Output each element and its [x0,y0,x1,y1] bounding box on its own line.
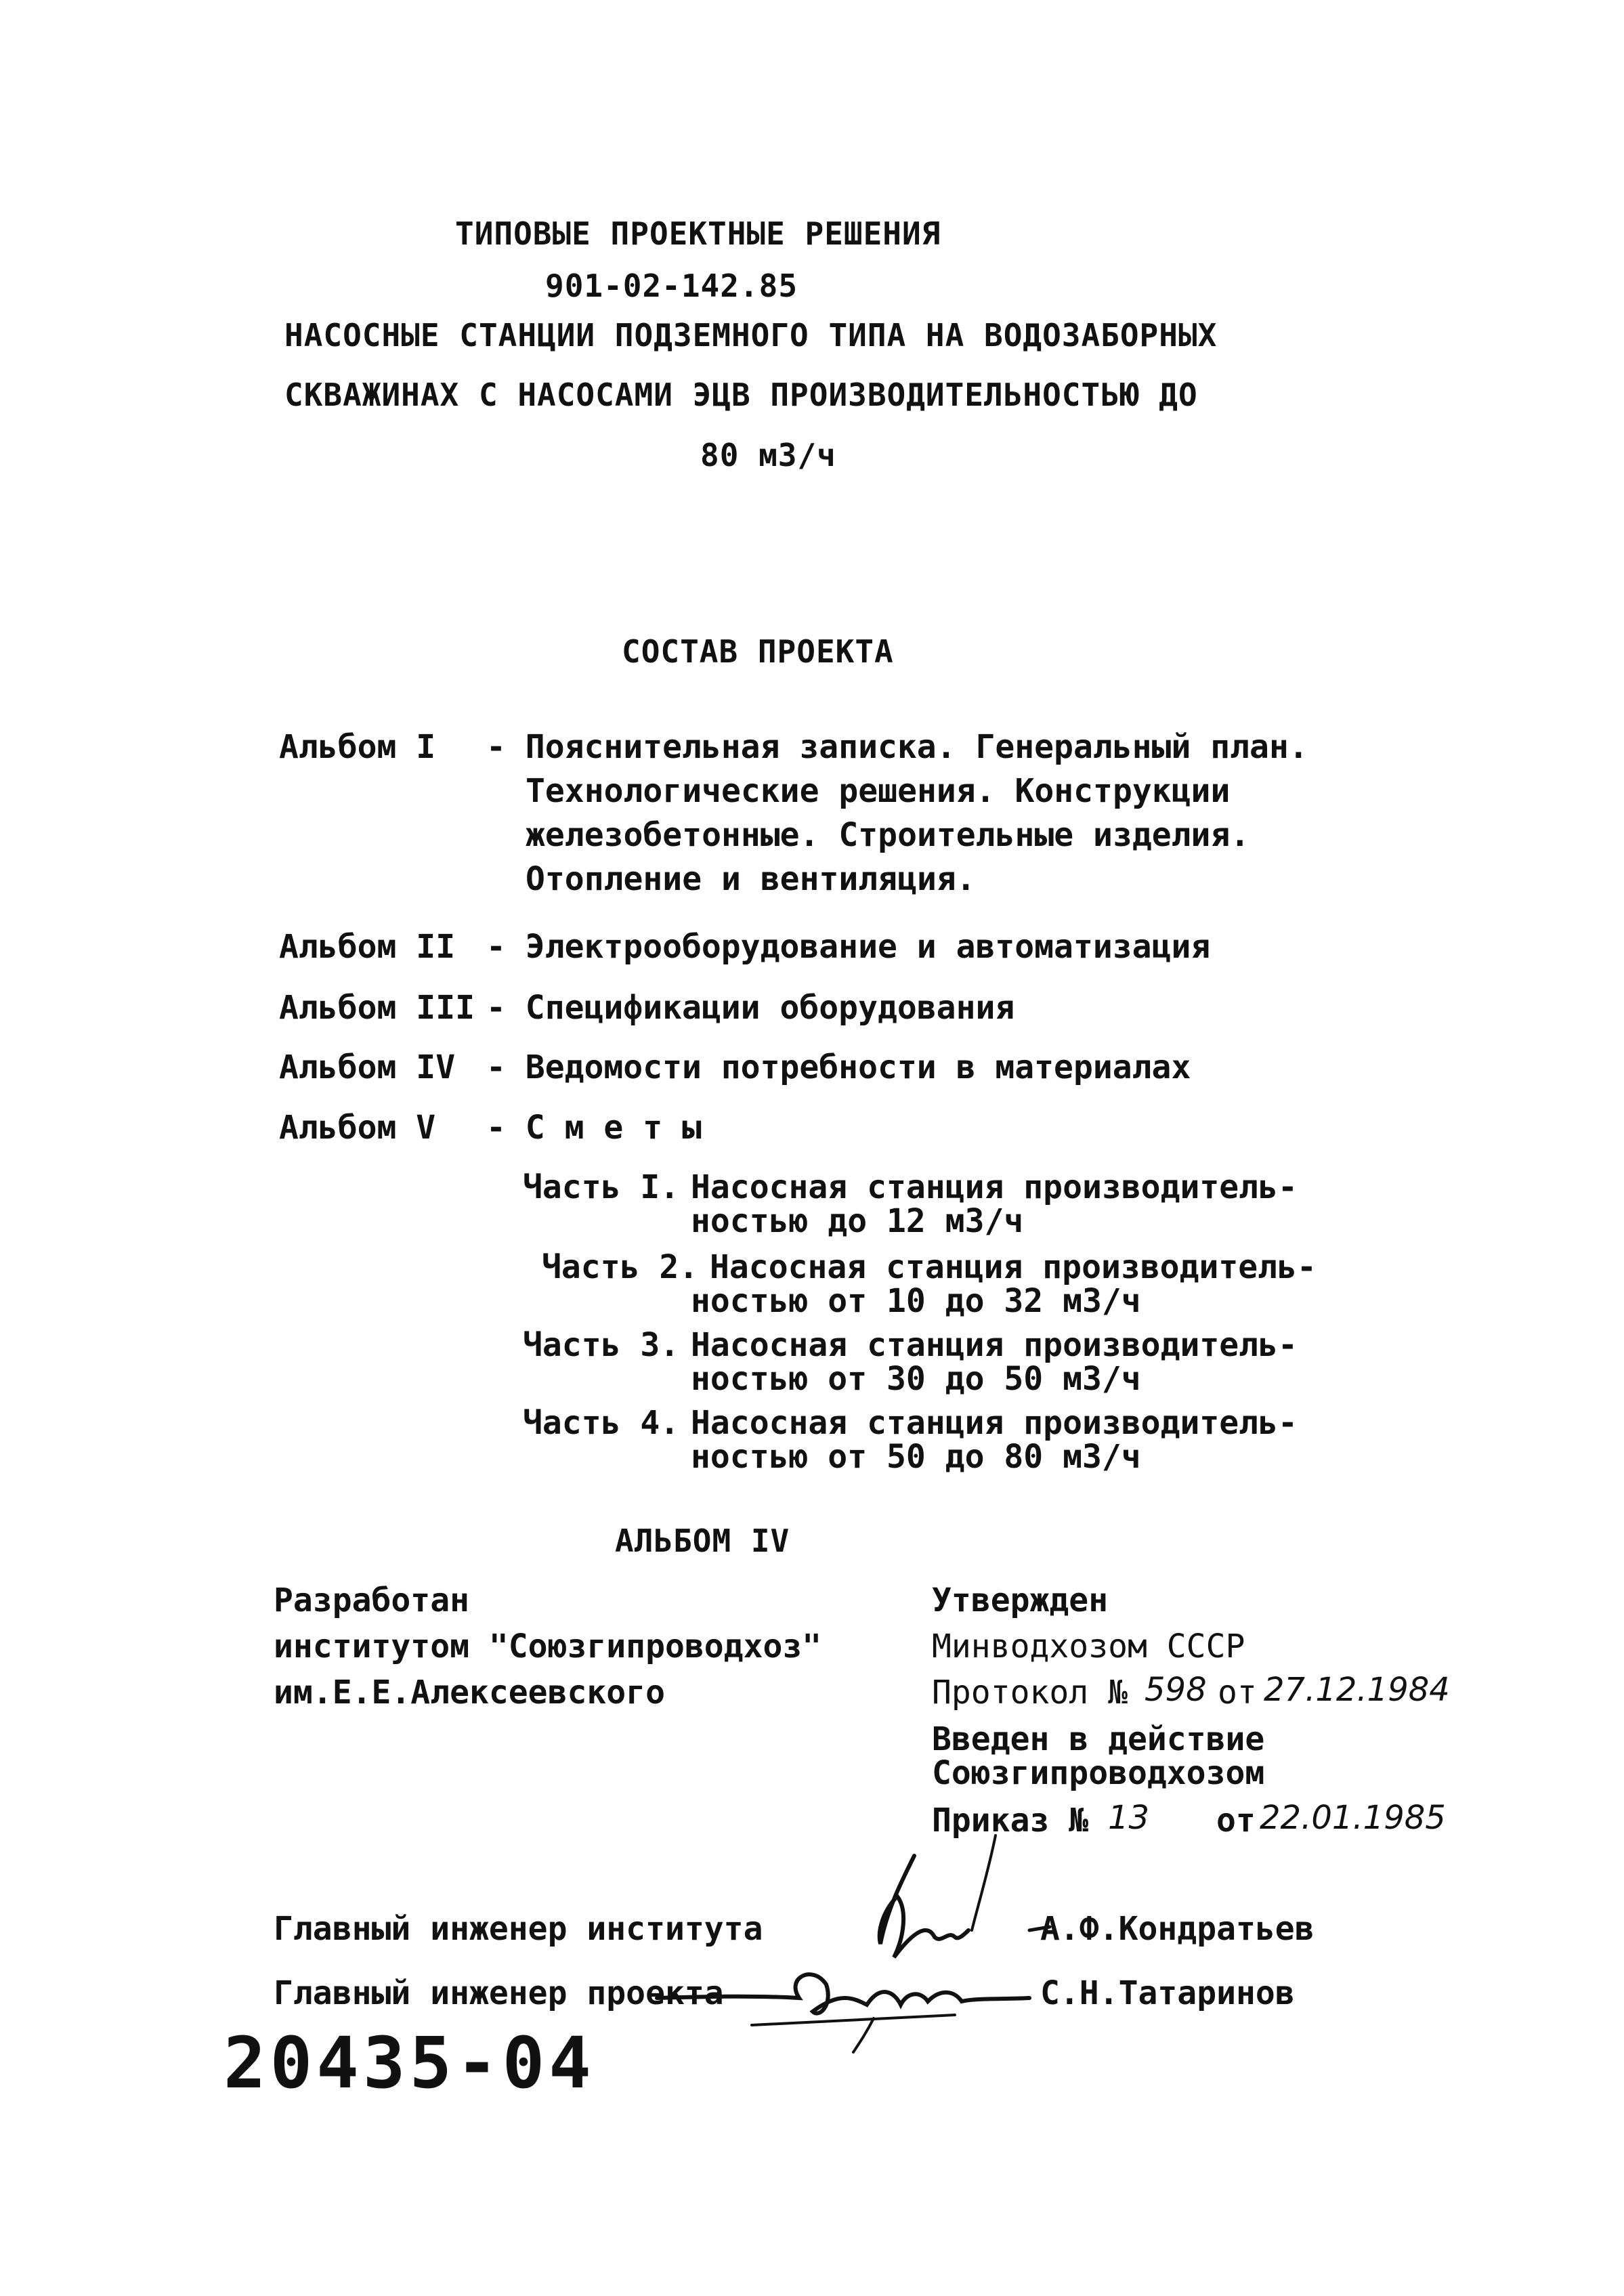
developer-line-1: Разработан [274,1581,469,1619]
part-3-line-2: ностью от 30 до 50 м3/ч [691,1360,1141,1398]
album-2-line-1: - Электрооборудование и автоматизация [486,928,1211,966]
developer-line-2: институтом "Союзгипроводхоз" [274,1628,822,1665]
album-2-label: Альбом II [279,928,456,966]
part-2-line-1: Насосная станция производитель- [710,1248,1317,1286]
approval-line-2: Минводхозом СССР [932,1628,1245,1665]
project-code: 901-02-142.85 [545,268,798,304]
approval-line-1: Утвержден [932,1581,1109,1619]
part-3-label: Часть 3. [523,1326,680,1364]
order-date: 22.01.1985 [1260,1799,1446,1837]
signer-1-role: Главный инженер института [274,1910,763,1948]
part-3-line-1: Насосная станция производитель- [691,1326,1298,1364]
signer-2-role: Главный инженер проекта [274,1974,724,2012]
order-date-label: от [1216,1802,1256,1840]
protocol-date-label: от [1218,1674,1257,1712]
album-3-label: Альбом III [279,989,475,1027]
album-5-label: Альбом V [279,1109,436,1147]
part-1-line-2: ностью до 12 м3/ч [691,1202,1024,1240]
composition-title: СОСТАВ ПРОЕКТА [622,633,894,670]
introduced-line-1: Введен в действие [932,1720,1265,1758]
album-marker: АЛЬБОМ IV [615,1523,790,1559]
title-line-3: 80 м3/ч [700,437,836,473]
order-number: 13 [1108,1799,1150,1837]
album-5-line-1: - С м е т ы [486,1109,702,1147]
album-3-line-1: - Спецификации оборудования [486,989,1015,1027]
series-title: ТИПОВЫЕ ПРОЕКТНЫЕ РЕШЕНИЯ [455,215,941,252]
protocol-number: 598 [1145,1671,1207,1709]
title-line-2: СКВАЖИНАХ С НАСОСАМИ ЭЦВ ПРОИЗВОДИТЕЛЬНОСТЬЮ ДО [284,377,1198,413]
album-4-line-1: - Ведомости потребности в материалах [486,1048,1191,1086]
part-2-line-2: ностью от 10 до 32 м3/ч [691,1282,1141,1320]
order-label: Приказ № [932,1802,1089,1840]
signer-1-name: А.Ф.Кондратьев [1040,1910,1315,1948]
part-1-line-1: Насосная станция производитель- [691,1168,1298,1206]
developer-line-3: им.Е.Е.Алексеевского [274,1674,665,1712]
protocol-label: Протокол № [932,1674,1128,1712]
part-4-line-1: Насосная станция производитель- [691,1404,1298,1442]
album-1-line-3: железобетонные. Строительные изделия. [526,816,1250,854]
part-4-label: Часть 4. [523,1404,680,1442]
album-1-line-4: Отопление и вентиляция. [526,860,976,898]
part-2-label: Часть 2. [542,1248,699,1286]
album-1-label: Альбом I [279,728,436,766]
title-line-1: НАСОСНЫЕ СТАНЦИИ ПОДЗЕМНОГО ТИПА НА ВОДОЗАБОРНЫХ [284,317,1218,354]
handwritten-signature-2 [650,1951,1070,2059]
album-1-line-1: - Пояснительная записка. Генеральный план. [486,728,1308,766]
inventory-stamp: 20435-04 [223,2022,595,2104]
introduced-line-2: Союзгипроводхозом [932,1754,1265,1792]
album-4-label: Альбом IV [279,1048,456,1086]
signer-2-name: С.Н.Татаринов [1040,1974,1295,2012]
part-4-line-2: ностью от 50 до 80 м3/ч [691,1438,1141,1476]
protocol-date: 27.12.1984 [1264,1671,1450,1709]
part-1-label: Часть I. [523,1168,680,1206]
album-1-line-2: Технологические решения. Конструкции [526,772,1231,810]
